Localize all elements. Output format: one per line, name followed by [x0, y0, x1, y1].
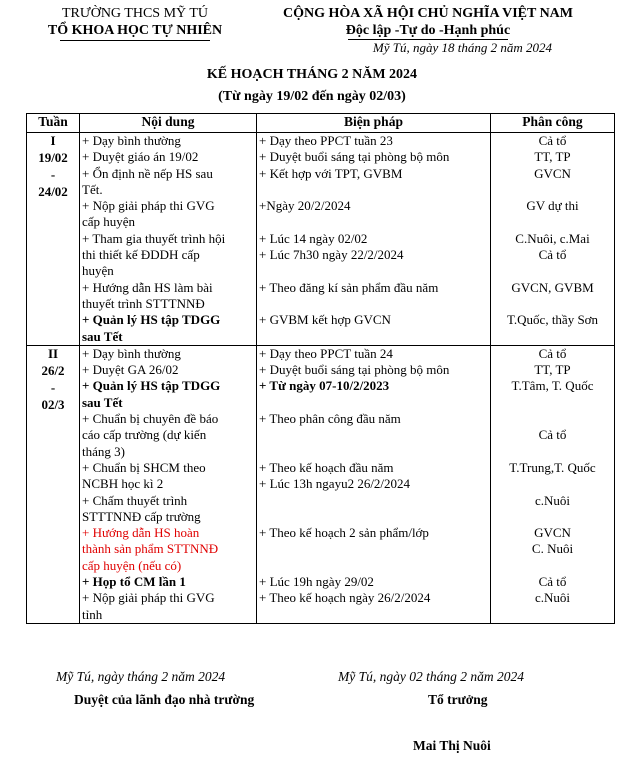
- content-line: + Duyệt GA 26/02: [82, 362, 179, 378]
- content-line: + Ổn định nề nếp HS sau: [82, 165, 213, 181]
- measure-line: + Lúc 19h ngày 29/02: [259, 574, 374, 590]
- content-line: + Hướng dẫn HS làm bài: [82, 279, 213, 295]
- measure-line: [259, 541, 488, 557]
- measure-line: [259, 329, 488, 345]
- content-line: tỉnh: [82, 606, 103, 622]
- content-line: thi thiết kế ĐDDH cấp: [82, 247, 200, 263]
- content-line: NCBH học kì 2: [82, 476, 164, 492]
- content-line: + Quản lý HS tập TDGG: [82, 312, 221, 328]
- week-label: I: [50, 133, 56, 148]
- content-line: + Tham gia thuyết trình hội: [82, 230, 226, 246]
- assignment-line: [493, 411, 612, 427]
- assignment-line: GVCN, GVBM: [511, 279, 594, 295]
- measure-line: + Theo kế hoạch ngày 26/2/2024: [259, 590, 431, 606]
- assignment-line: Cả tổ: [538, 427, 567, 443]
- assignment-line: [493, 509, 612, 525]
- content-line: + Duyệt giáo án 19/02: [82, 149, 199, 165]
- assignment-line: c.Nuôi: [534, 590, 571, 606]
- assignment-line: c.Nuôi: [534, 492, 571, 508]
- measure-line: +Ngày 20/2/2024: [259, 198, 351, 214]
- content-line: + Dạy bình thường: [82, 345, 181, 361]
- measure-line: [259, 395, 488, 411]
- header-week: Tuần: [27, 114, 80, 133]
- content-cell: [80, 345, 257, 623]
- nation-motto: Độc lập -Tự do -Hạnh phúc: [345, 23, 511, 38]
- content-line: + Nộp giải pháp thi GVG: [82, 198, 215, 214]
- measure-line: [259, 214, 488, 230]
- content-line: Tết.: [82, 181, 103, 197]
- footer-left-date: Mỹ Tú, ngày tháng 2 năm 2024: [56, 669, 226, 684]
- measure-line: + Lúc 7h30 ngày 22/2/2024: [259, 247, 404, 263]
- assignment-line: GVCN: [534, 525, 571, 541]
- measure-line: [259, 427, 488, 443]
- measure-line: [259, 182, 488, 198]
- department-underline: [60, 40, 210, 41]
- footer-left-signature: Duyệt của lãnh đạo nhà trường: [74, 692, 255, 707]
- national-header: [238, 6, 618, 56]
- assignment-line: TT, TP: [534, 149, 571, 165]
- content-line: + Quản lý HS tập TDGG: [82, 378, 221, 394]
- content-line: cấp huyện: [82, 214, 136, 230]
- assignment-cell: [491, 133, 615, 346]
- assignment-line: C. Nuôi: [531, 541, 574, 557]
- measure-line: [259, 509, 488, 525]
- assignment-line: TT, TP: [534, 362, 571, 378]
- assignment-line: [493, 558, 612, 574]
- assignment-line: [493, 607, 612, 623]
- measure-line: [259, 493, 488, 509]
- table-row: [27, 133, 615, 346]
- week-label: 24/02: [38, 184, 68, 199]
- department-name: TỔ KHOA HỌC TỰ NHIÊN: [47, 23, 223, 38]
- assignment-line: [493, 476, 612, 492]
- content-line: cấp huyện (nếu có): [82, 557, 182, 573]
- content-line: + Dạy bình thường: [82, 133, 181, 148]
- footer-right-date: Mỹ Tú, ngày 02 tháng 2 năm 2024: [338, 669, 524, 684]
- content-line: + Chấm thuyết trình: [82, 492, 188, 508]
- content-line: tháng 3): [82, 443, 125, 459]
- measure-line: [259, 296, 488, 312]
- content-line: huyện: [82, 263, 114, 279]
- assignment-line: Cả tổ: [538, 345, 567, 361]
- plan-title: KẾ HOẠCH THÁNG 2 NĂM 2024: [206, 67, 418, 82]
- assignment-line: GVCN: [534, 165, 571, 181]
- week-label: II: [47, 345, 59, 361]
- measure-line: + Theo kế hoạch 2 sản phẩm/lớp: [259, 525, 429, 541]
- assignment-line: GV dự thi: [526, 198, 579, 214]
- measure-line: + Dạy theo PPCT tuần 24: [259, 345, 393, 361]
- header-assignment: Phân công: [491, 114, 615, 133]
- measure-line: [259, 263, 488, 279]
- assignment-line: Cả tổ: [538, 574, 567, 590]
- measure-line: + Lúc 14 ngày 02/02: [259, 230, 368, 246]
- measure-line: [259, 607, 488, 623]
- measure-line: + GVBM kết hợp GVCN: [259, 312, 391, 328]
- assignment-line: [493, 444, 612, 460]
- assignment-line: [493, 182, 612, 198]
- content-line: thành sản phẩm STTNNĐ: [82, 541, 219, 557]
- content-cell: [80, 133, 257, 346]
- content-line: thuyết trình STTTNNĐ: [82, 295, 205, 311]
- measure-line: + Kết hợp với TPT, GVBM: [259, 165, 403, 181]
- assignment-line: [493, 263, 612, 279]
- content-line: + Chuẩn bị chuyên đề báo: [82, 411, 219, 427]
- measures-cell: [257, 345, 491, 623]
- plan-table: [26, 113, 615, 624]
- week-cell: [27, 345, 80, 623]
- assignment-line: T.Tâm, T. Quốc: [511, 378, 594, 394]
- assignment-line: [493, 329, 612, 345]
- content-line: sau Tết: [82, 394, 123, 410]
- week-label: -: [50, 379, 56, 395]
- week-label: -: [50, 167, 56, 182]
- assignment-line: Cả tổ: [538, 133, 567, 148]
- assignment-cell: [491, 345, 615, 623]
- measure-line: + Duyệt buổi sáng tại phòng bộ môn: [259, 149, 450, 165]
- measure-line: [259, 444, 488, 460]
- content-line: + Hướng dẫn HS hoàn: [82, 525, 200, 541]
- measure-line: + Theo đăng kí sản phẩm đầu năm: [259, 279, 439, 295]
- measure-line: + Từ ngày 07-10/2/2023: [259, 378, 390, 394]
- assignment-line: C.Nuôi, c.Mai: [515, 230, 590, 246]
- assignment-line: Cả tổ: [538, 247, 567, 263]
- content-line: + Chuẩn bị SHCM theo: [82, 459, 206, 475]
- footer-signer-name: Mai Thị Nuôi: [413, 738, 491, 753]
- measure-line: + Lúc 13h ngayu2 26/2/2024: [259, 476, 411, 492]
- school-name: TRƯỜNG THCS MỸ TÚ: [61, 6, 209, 21]
- footer-right-role: Tổ trưởng: [428, 692, 488, 707]
- header-measures: Biện pháp: [257, 114, 491, 133]
- assignment-line: [493, 214, 612, 230]
- week-label: 26/2: [41, 362, 65, 378]
- assignment-line: [493, 296, 612, 312]
- table-header-row: [27, 114, 615, 133]
- content-line: + Họp tổ CM lần 1: [82, 574, 186, 590]
- header-content: Nội dung: [80, 114, 257, 133]
- measure-line: + Dạy theo PPCT tuần 23: [259, 133, 393, 148]
- plan-subtitle: (Từ ngày 19/02 đến ngày 02/03): [218, 89, 406, 104]
- week-label: 02/3: [41, 396, 65, 412]
- school-header: [20, 6, 250, 41]
- table-row: [27, 345, 615, 623]
- content-line: sau Tết: [82, 328, 123, 344]
- document-date: Mỹ Tú, ngày 18 tháng 2 năm 2024: [372, 40, 552, 55]
- measure-line: + Theo phân công đầu năm: [259, 411, 401, 427]
- measure-line: + Theo kế hoạch đầu năm: [259, 459, 394, 475]
- measures-cell: [257, 133, 491, 346]
- week-label: 19/02: [38, 150, 68, 165]
- assignment-line: [493, 395, 612, 411]
- week-cell: [27, 133, 80, 346]
- assignment-line: T.Trung,T. Quốc: [509, 459, 596, 475]
- content-line: cáo cấp trường (dự kiến: [82, 427, 207, 443]
- nation-title: CỘNG HÒA XÃ HỘI CHỦ NGHĨA VIỆT NAM: [282, 6, 573, 21]
- assignment-line: T.Quốc, thầy Sơn: [506, 312, 599, 328]
- content-line: + Nộp giải pháp thi GVG: [82, 590, 215, 606]
- measure-line: + Duyệt buổi sáng tại phòng bộ môn: [259, 362, 450, 378]
- content-line: STTTNNĐ cấp trường: [82, 508, 201, 524]
- measure-line: [259, 558, 488, 574]
